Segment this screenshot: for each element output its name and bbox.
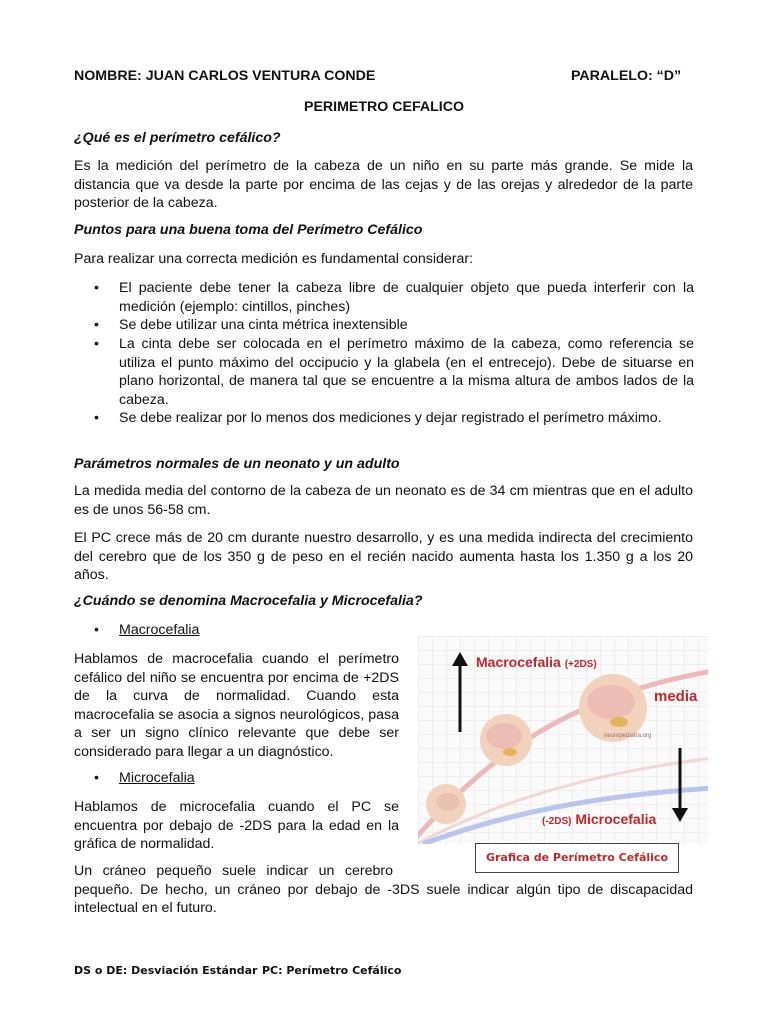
micro-label-text: Microcefalia (575, 811, 657, 827)
list-item-text: Se debe utilizar una cinta métrica inextensible (119, 317, 408, 333)
paragraph-macrocefalia: Hablamos de macrocefalia cuando el perímetro cefálico del niño se encuentra por encima de +2DS de la curva de normalidad. Cuando esta macrocefalia se asocia a signos neurológicos, pasa a ser un signo clínico relevante que debe ser considerado para llegar a un diagnóstico. (74, 651, 399, 760)
footer-pc-definition: PC: Perímetro Cefálico (262, 964, 402, 977)
list-item-text: Se debe realizar por lo menos dos mediciones y dejar registrado el perímetro máximo. (119, 410, 662, 426)
craneo-text: Un cráneo pequeño suele indicar un cerebro pequeño. De hecho, un cráneo por debajo de -3DS suele indicar algún tipo de discapacidad intelectual en el futuro. (74, 863, 693, 917)
child-head-icon (480, 714, 532, 766)
paragraph-microcefalia: Hablamos de microcefalia cuando el PC se encuentra por debajo de -2DS para la edad en la gráfica de normalidad. (74, 799, 399, 853)
macrocefalia-label: Macrocefalia (119, 622, 200, 638)
bullet-icon: • (94, 317, 99, 333)
microcefalia-chart-label (542, 811, 656, 827)
heading-cuando: ¿Cuándo se denomina Macrocefalia y Microcefalia? (74, 593, 423, 609)
media-chart-label: media (654, 688, 698, 705)
heading-que-es: ¿Qué es el perímetro cefálico? (74, 130, 281, 146)
list-item-text: El paciente debe tener la cabeza libre de cualquier objeto que pueda interferir con la medición (ejemplo: cintillos, pinches) (119, 280, 694, 315)
bullet-macrocefalia (94, 622, 200, 638)
macrocefalia-chart-label (476, 654, 597, 670)
microcefalia-label: Microcefalia (119, 770, 195, 786)
document-title: PERIMETRO CEFALICO (303, 99, 464, 115)
student-name: NOMBRE: JUAN CARLOS VENTURA CONDE (74, 68, 376, 84)
bullet-icon: • (94, 280, 99, 296)
head-circumference-figure (418, 636, 708, 844)
bullet-icon: • (94, 770, 99, 786)
paragraph-neonato: La medida media del contorno de la cabeza de un neonato es de 34 cm mientras que en el adulto es de unos 56-58 cm. (74, 483, 693, 518)
paragraph-intro: Para realizar una correcta medición es fundamental considerar: (74, 251, 474, 267)
infant-head-icon (426, 784, 466, 824)
paragraph-definition: Es la medición del perímetro de la cabeza de un niño en su parte más grande. Se mide la distancia que va desde la parte por encima de las cejas y de las orejas y alrededor de la parte posterior de la cabeza. (74, 158, 693, 212)
bullet-microcefalia (94, 770, 195, 786)
figure-caption: Grafica de Perímetro Cefálico (475, 843, 679, 873)
micro-tag-text: (-2DS) (542, 816, 572, 827)
bullet-icon: • (94, 622, 99, 638)
paragraph-craneo (74, 862, 693, 918)
figure-wrap-spacer (393, 862, 693, 880)
watermark-text: neuropediatra.org (604, 733, 652, 739)
paragraph-crecimiento: El PC crece más de 20 cm durante nuestro desarrollo, y es una medida indirecta del crecimiento del cerebro que de los 350 g de peso en el recién nacido aumenta hasta los 1.350 g a los 20 años. (74, 530, 693, 584)
bullet-icon: • (94, 336, 99, 352)
adult-head-icon (579, 674, 647, 742)
macro-tag-text: (+2DS) (564, 659, 597, 670)
heading-puntos: Puntos para una buena toma del Perímetro Cefálico (74, 222, 423, 238)
list-item-text: La cinta debe ser colocada en el perímetro máximo de la cabeza, como referencia se utiliza el punto máximo del occipucio y la glabela (en el entrecejo). Debe de situarse en plano horizontal, de manera tal que se encuentre a la misma altura de ambos lados de la cabeza. (119, 336, 694, 408)
heading-parametros: Parámetros normales de un neonato y un adulto (74, 456, 400, 472)
footer-ds-definition: DS o DE: Desviación Estándar (74, 964, 258, 977)
bullet-icon: • (94, 410, 99, 426)
paralelo-label: PARALELO: “D” (571, 68, 682, 84)
macro-label-text: Macrocefalia (476, 654, 561, 670)
